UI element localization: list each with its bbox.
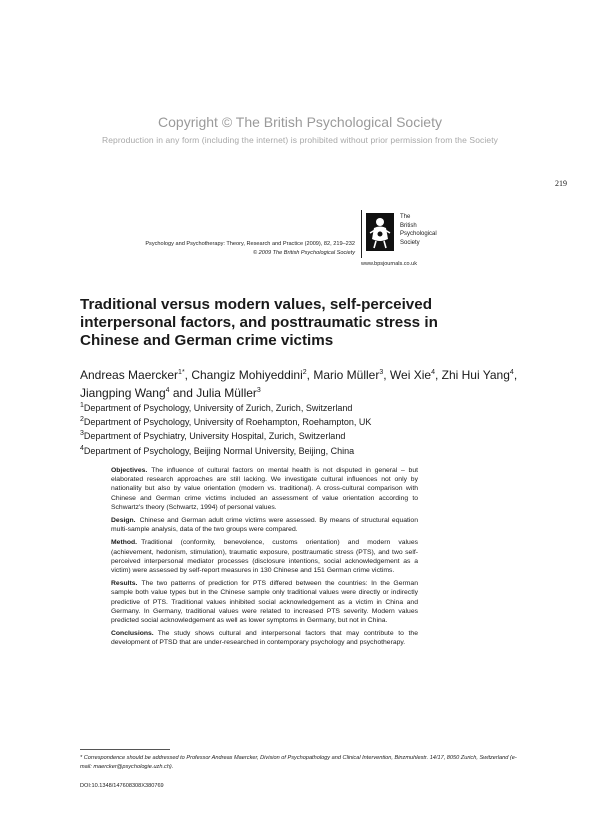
author-affiliation-marker: 4 bbox=[165, 387, 170, 394]
abstract-section-label: Method. bbox=[111, 539, 138, 547]
header-divider bbox=[361, 210, 362, 258]
author-affiliation-marker: 2 bbox=[302, 369, 307, 376]
footnote-rule bbox=[80, 749, 170, 750]
affiliation-number: 3 bbox=[80, 430, 84, 438]
affiliation-text: Department of Psychology, University of Zurich, Zurich, Switzerland bbox=[83, 403, 353, 413]
author-affiliation-marker: 3 bbox=[379, 369, 384, 376]
abstract-section bbox=[111, 579, 418, 625]
affiliation-text: Department of Psychology, University of Roehampton, Roehampton, UK bbox=[83, 417, 372, 428]
publisher-line: Society bbox=[400, 239, 420, 246]
abstract-section-label: Conclusions. bbox=[111, 630, 154, 638]
abstract-section bbox=[111, 629, 418, 647]
journal-citation bbox=[120, 240, 355, 258]
affiliation-text: Department of Psychiatry, University Hospital, Zurich, Switzerland bbox=[83, 431, 346, 442]
reproduction-notice: Reproduction in any form (including the internet) is prohibited without prior permission from the Society bbox=[101, 135, 499, 145]
journal-copyright: © 2009 The British Psychological Society bbox=[252, 250, 355, 256]
bps-logo-icon bbox=[366, 213, 394, 251]
author-affiliation-marker: 1* bbox=[178, 369, 185, 376]
affiliation bbox=[80, 414, 520, 428]
abstract-section-text: The study shows cultural and interpersonal factors that may contribute to the development of PTSD that are under-researched in contemporary psychology and psychotherapy. bbox=[111, 630, 418, 647]
author-name: Zhi Hui Yang bbox=[441, 368, 510, 382]
abstract bbox=[111, 466, 418, 652]
abstract-section bbox=[111, 466, 418, 512]
page-number: 219 bbox=[555, 179, 567, 188]
abstract-section bbox=[111, 538, 418, 575]
publisher-line: The bbox=[400, 214, 411, 220]
affiliation-list bbox=[80, 400, 520, 457]
abstract-section-label: Design. bbox=[111, 517, 136, 525]
affiliation-number: 2 bbox=[80, 416, 84, 424]
publisher-name bbox=[400, 213, 437, 247]
abstract-section bbox=[111, 516, 418, 534]
abstract-section-text: The two patterns of prediction for PTS differed between the countries: In the German sample both value types but in the Chinese sample only traditional values were directly or indirectly predictive of PTS. Traditional values inhibited social acknowledgement as a victim in China and Germany. In Germany, traditional values were related to increased PTS severity. Modern values predicted social acknowledgement as well as lower symptoms in Germany, but not in China. bbox=[111, 580, 418, 625]
affiliation-number: 4 bbox=[80, 444, 84, 452]
abstract-section-text: The influence of cultural factors on mental health is not disputed in general – but elaborated research approaches are still lacking. We investigate cultural influences not only by nationality but also by value orientation (modern vs. traditional). A cross-cultural comparison with Chinese and German crime victims included an assessment of value orientation according to Schwartz's theory (Schwartz, 1994) of personal values. bbox=[111, 467, 418, 511]
doi[interactable]: DOI:10.1348/147608308X380769 bbox=[80, 783, 164, 789]
author-name: Jiangping Wang bbox=[80, 386, 166, 400]
affiliation bbox=[80, 443, 520, 457]
author-name: Wei Xie bbox=[389, 368, 432, 382]
author-name: Andreas Maercker bbox=[80, 368, 179, 382]
abstract-section-text: Traditional (conformity, benevolence, customs orientation) and modern values (achievement, hedonism, stimulation), traumatic exposure, posttraumatic stress (PTS), and two self-perceived interpersonal mediator processes (disclosure intentions, social acknowledgement as a victim) were assessed by self-report measures in 130 Chinese and 151 German crime victims. bbox=[111, 539, 418, 575]
abstract-section-label: Objectives. bbox=[111, 467, 148, 474]
correspondence-note: * Correspondence should be addressed to Professor Andreas Maercker, Division of Psychopathology and Clinical Intervention, Binzmuhlestr. 14/17, 8050 Zurich, Switzerland (e-mail: maercker@psychologie.uzh.ch). bbox=[80, 755, 517, 770]
publisher-line: British bbox=[400, 222, 417, 229]
author-name: Julia Müller bbox=[196, 386, 257, 400]
journal-line: Psychology and Psychotherapy: Theory, Research and Practice (2009), 82, 219–232 bbox=[145, 241, 355, 247]
affiliation-text: Department of Psychology, Beijing Normal University, Beijing, China bbox=[83, 445, 355, 456]
abstract-section-text: Chinese and German adult crime victims were assessed. By means of structural equation multi-sample analysis, data of the two groups were compared. bbox=[111, 517, 418, 534]
abstract-section-label: Results. bbox=[111, 580, 138, 588]
affiliation bbox=[80, 400, 520, 414]
publisher-line: Psychological bbox=[400, 231, 437, 237]
copyright-watermark: Copyright © The British Psychological Society bbox=[158, 114, 442, 130]
affiliation-number: 1 bbox=[80, 402, 84, 409]
author-affiliation-marker: 4 bbox=[509, 369, 514, 376]
author-affiliation-marker: 4 bbox=[431, 369, 435, 376]
author-name: Mario Müller bbox=[313, 368, 380, 382]
author-affiliation-marker: 3 bbox=[256, 387, 261, 394]
author-name: Changiz Mohiyeddini bbox=[191, 368, 303, 382]
author-list: Andreas Maercker$^{1*}$, Changiz Mohiyeddini$^2$, Mario Müller$^3$, Wei Xie$^4$, Zhi Hui Yang$^4$, Jiangping Wang$^4$ and Julia Müller$^3$ bbox=[80, 368, 518, 400]
publisher-website[interactable]: www.bpsjournals.co.uk bbox=[361, 261, 417, 267]
affiliation bbox=[80, 428, 520, 442]
article-title: Traditional versus modern values, self-perceived interpersonal factors, and posttraumatic stress in Chinese and German crime victims bbox=[80, 296, 438, 349]
